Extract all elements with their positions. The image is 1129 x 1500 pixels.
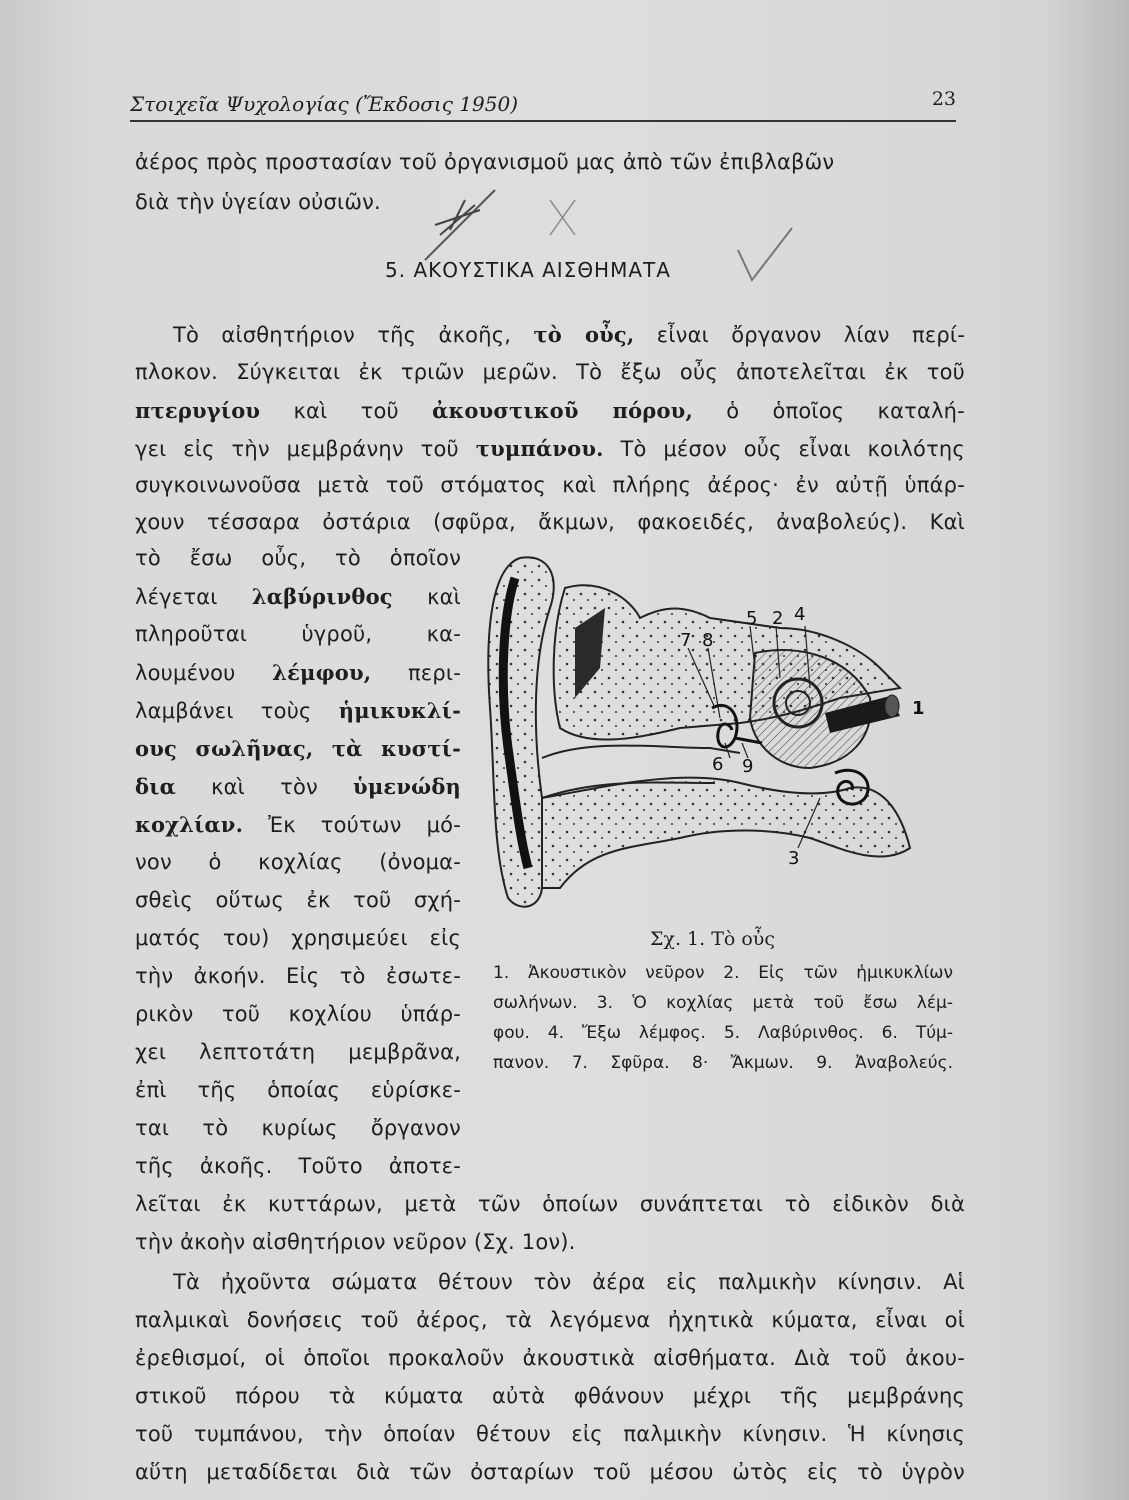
diagram-label-8: 8 bbox=[702, 630, 714, 651]
paragraph-line: παλμικαὶ δονήσεις τοῦ ἀέρος, τὰ λεγόμενα ἠχητικὰ κύματα, εἶναι οἱ bbox=[135, 1308, 965, 1332]
page-number: 23 bbox=[931, 88, 956, 110]
diagram-label-6: 6 bbox=[712, 754, 724, 775]
ear-canal bbox=[542, 746, 740, 759]
column-line: νον ὁ κοχλίας (ὀνομα- bbox=[135, 850, 461, 874]
column-line: ἐπὶ τῆς ὁποίας εὑρίσκε- bbox=[135, 1078, 461, 1102]
column-line: σθεὶς οὕτως ἐκ τοῦ σχή- bbox=[135, 888, 461, 912]
check-mark-icon bbox=[730, 220, 800, 290]
paragraph-line: τοῦ τυμπάνου, τὴν ὁποίαν θέτουν εἰς παλμικὴν κίνησιν. Ἡ κίνησις bbox=[135, 1422, 965, 1446]
paragraph-line: στικοῦ πόρου τὰ κύματα αὐτὰ φθάνουν μέχρι τῆς μεμβράνης bbox=[135, 1384, 965, 1408]
column-line: λουμένου λέμφου, περι- bbox=[135, 660, 461, 685]
diagram-label-7: 7 bbox=[680, 630, 692, 651]
column-line: ρικὸν τοῦ κοχλίου ὑπάρ- bbox=[135, 1002, 461, 1026]
column-line: ται τὸ κυρίως ὄργανον bbox=[135, 1116, 461, 1140]
figure-title: Σχ. 1. Τὸ οὖς bbox=[650, 928, 775, 950]
temporal-bone-lower bbox=[542, 778, 910, 888]
column-line: ματός του) χρησιμεύει εἰς bbox=[135, 926, 461, 950]
column-line: τὸ ἔσω οὖς, τὸ ὁποῖον bbox=[135, 546, 461, 570]
paragraph-line: χουν τέσσαρα ὀστάρια (σφῦρα, ἄκμων, φακοειδές, ἀναβολεύς). Καὶ bbox=[135, 510, 965, 534]
figure-caption-line: φου. 4. Ἔξω λέμφος. 5. Λαβύρινθος. 6. Τύμ- bbox=[493, 1023, 953, 1043]
page-header bbox=[130, 88, 956, 122]
column-line: χει λεπτοτάτη μεμβρᾶνα, bbox=[135, 1040, 461, 1064]
paragraph-line: αὕτη μεταδίδεται διὰ τῶν ὀσταρίων τοῦ μέσου ὠτὸς εἰς τὸ ὑγρὸν bbox=[135, 1460, 965, 1484]
column-line: πληροῦται ὑγροῦ, κα- bbox=[135, 622, 461, 646]
paragraph-line: Τὸ αἰσθητήριον τῆς ἀκοῆς, τὸ οὖς, εἶναι ὄργανον λίαν περί- bbox=[173, 322, 965, 347]
running-title: Στοιχεῖα Ψυχολογίας (Ἔκδοσις 1950) bbox=[130, 92, 518, 116]
diagram-label-4: 4 bbox=[794, 604, 806, 625]
column-line: ους σωλῆνας, τὰ κυστί- bbox=[135, 736, 461, 761]
column-line: δια καὶ τὸν ὑμενώδη bbox=[135, 774, 461, 799]
diagram-label-5: 5 bbox=[746, 608, 758, 629]
column-line: τῆς ἀκοῆς. Τοῦτο ἀποτε- bbox=[135, 1154, 461, 1178]
diagram-label-2: 2 bbox=[772, 608, 784, 629]
paragraph-line: συγκοινωνοῦσα μετὰ τοῦ στόματος καὶ πλήρης ἀέρος· ἐν αὐτῇ ὑπάρ- bbox=[135, 473, 965, 497]
paragraph-line: ἐρεθισμοί, οἱ ὁποῖοι προκαλοῦν ἀκουστικὰ αἰσθήματα. Διὰ τοῦ ἀκου- bbox=[135, 1346, 965, 1370]
intro-line: ἀέρος πρὸς προστασίαν τοῦ ὀργανισμοῦ μας ἀπὸ τῶν ἐπιβλαβῶν bbox=[135, 150, 835, 174]
column-line: λαμβάνει τοὺς ἡμικυκλί- bbox=[135, 698, 461, 723]
diagram-label-3: 3 bbox=[788, 848, 800, 869]
intro-line: διὰ τὴν ὑγείαν οὐσιῶν. bbox=[135, 190, 381, 214]
figure-caption-line: πανον. 7. Σφῦρα. 8· Ἄκμων. 9. Ἀναβολεύς. bbox=[493, 1053, 953, 1073]
section-heading: 5. ΑΚΟΥΣΤΙΚΑ ΑΙΣΘΗΜΑΤΑ bbox=[385, 258, 671, 282]
diagram-label-1: 1 bbox=[912, 698, 925, 719]
paragraph-line: λεῖται ἐκ κυττάρων, μετὰ τῶν ὁποίων συνάπτεται τὸ εἰδικὸν διὰ bbox=[135, 1192, 965, 1216]
diagram-label-9: 9 bbox=[742, 756, 754, 777]
paragraph-line: πτερυγίου καὶ τοῦ ἀκουστικοῦ πόρου, ὁ ὁποῖος καταλή- bbox=[135, 398, 965, 423]
figure-caption-line: σωλήνων. 3. Ὁ κοχλίας μετὰ τοῦ ἔσω λέμ- bbox=[493, 993, 953, 1013]
figure-caption-line: 1. Ἀκουστικὸν νεῦρον 2. Εἰς τῶν ἡμικυκλίων bbox=[493, 963, 953, 983]
paragraph-line: τὴν ἀκοὴν αἰσθητήριον νεῦρον (Σχ. 1ον). bbox=[135, 1230, 576, 1254]
paragraph-line: γει εἰς τὴν μεμβράνην τοῦ τυμπάνου. Τὸ μέσον οὖς εἶναι κοιλότης bbox=[135, 436, 965, 461]
ear-diagram bbox=[480, 548, 950, 918]
paragraph-line: πλοκον. Σύγκειται ἐκ τριῶν μερῶν. Τὸ ἔξω οὖς ἀποτελεῖται ἐκ τοῦ bbox=[135, 360, 965, 384]
column-line: κοχλίαν. Ἐκ τούτων μό- bbox=[135, 812, 461, 837]
column-line: λέγεται λαβύρινθος καὶ bbox=[135, 584, 461, 609]
column-line: τὴν ἀκοήν. Εἰς τὸ ἐσωτε- bbox=[135, 964, 461, 988]
paragraph-line: Τὰ ἠχοῦντα σώματα θέτουν τὸν ἀέρα εἰς παλμικὴν κίνησιν. Αἱ bbox=[173, 1270, 965, 1294]
